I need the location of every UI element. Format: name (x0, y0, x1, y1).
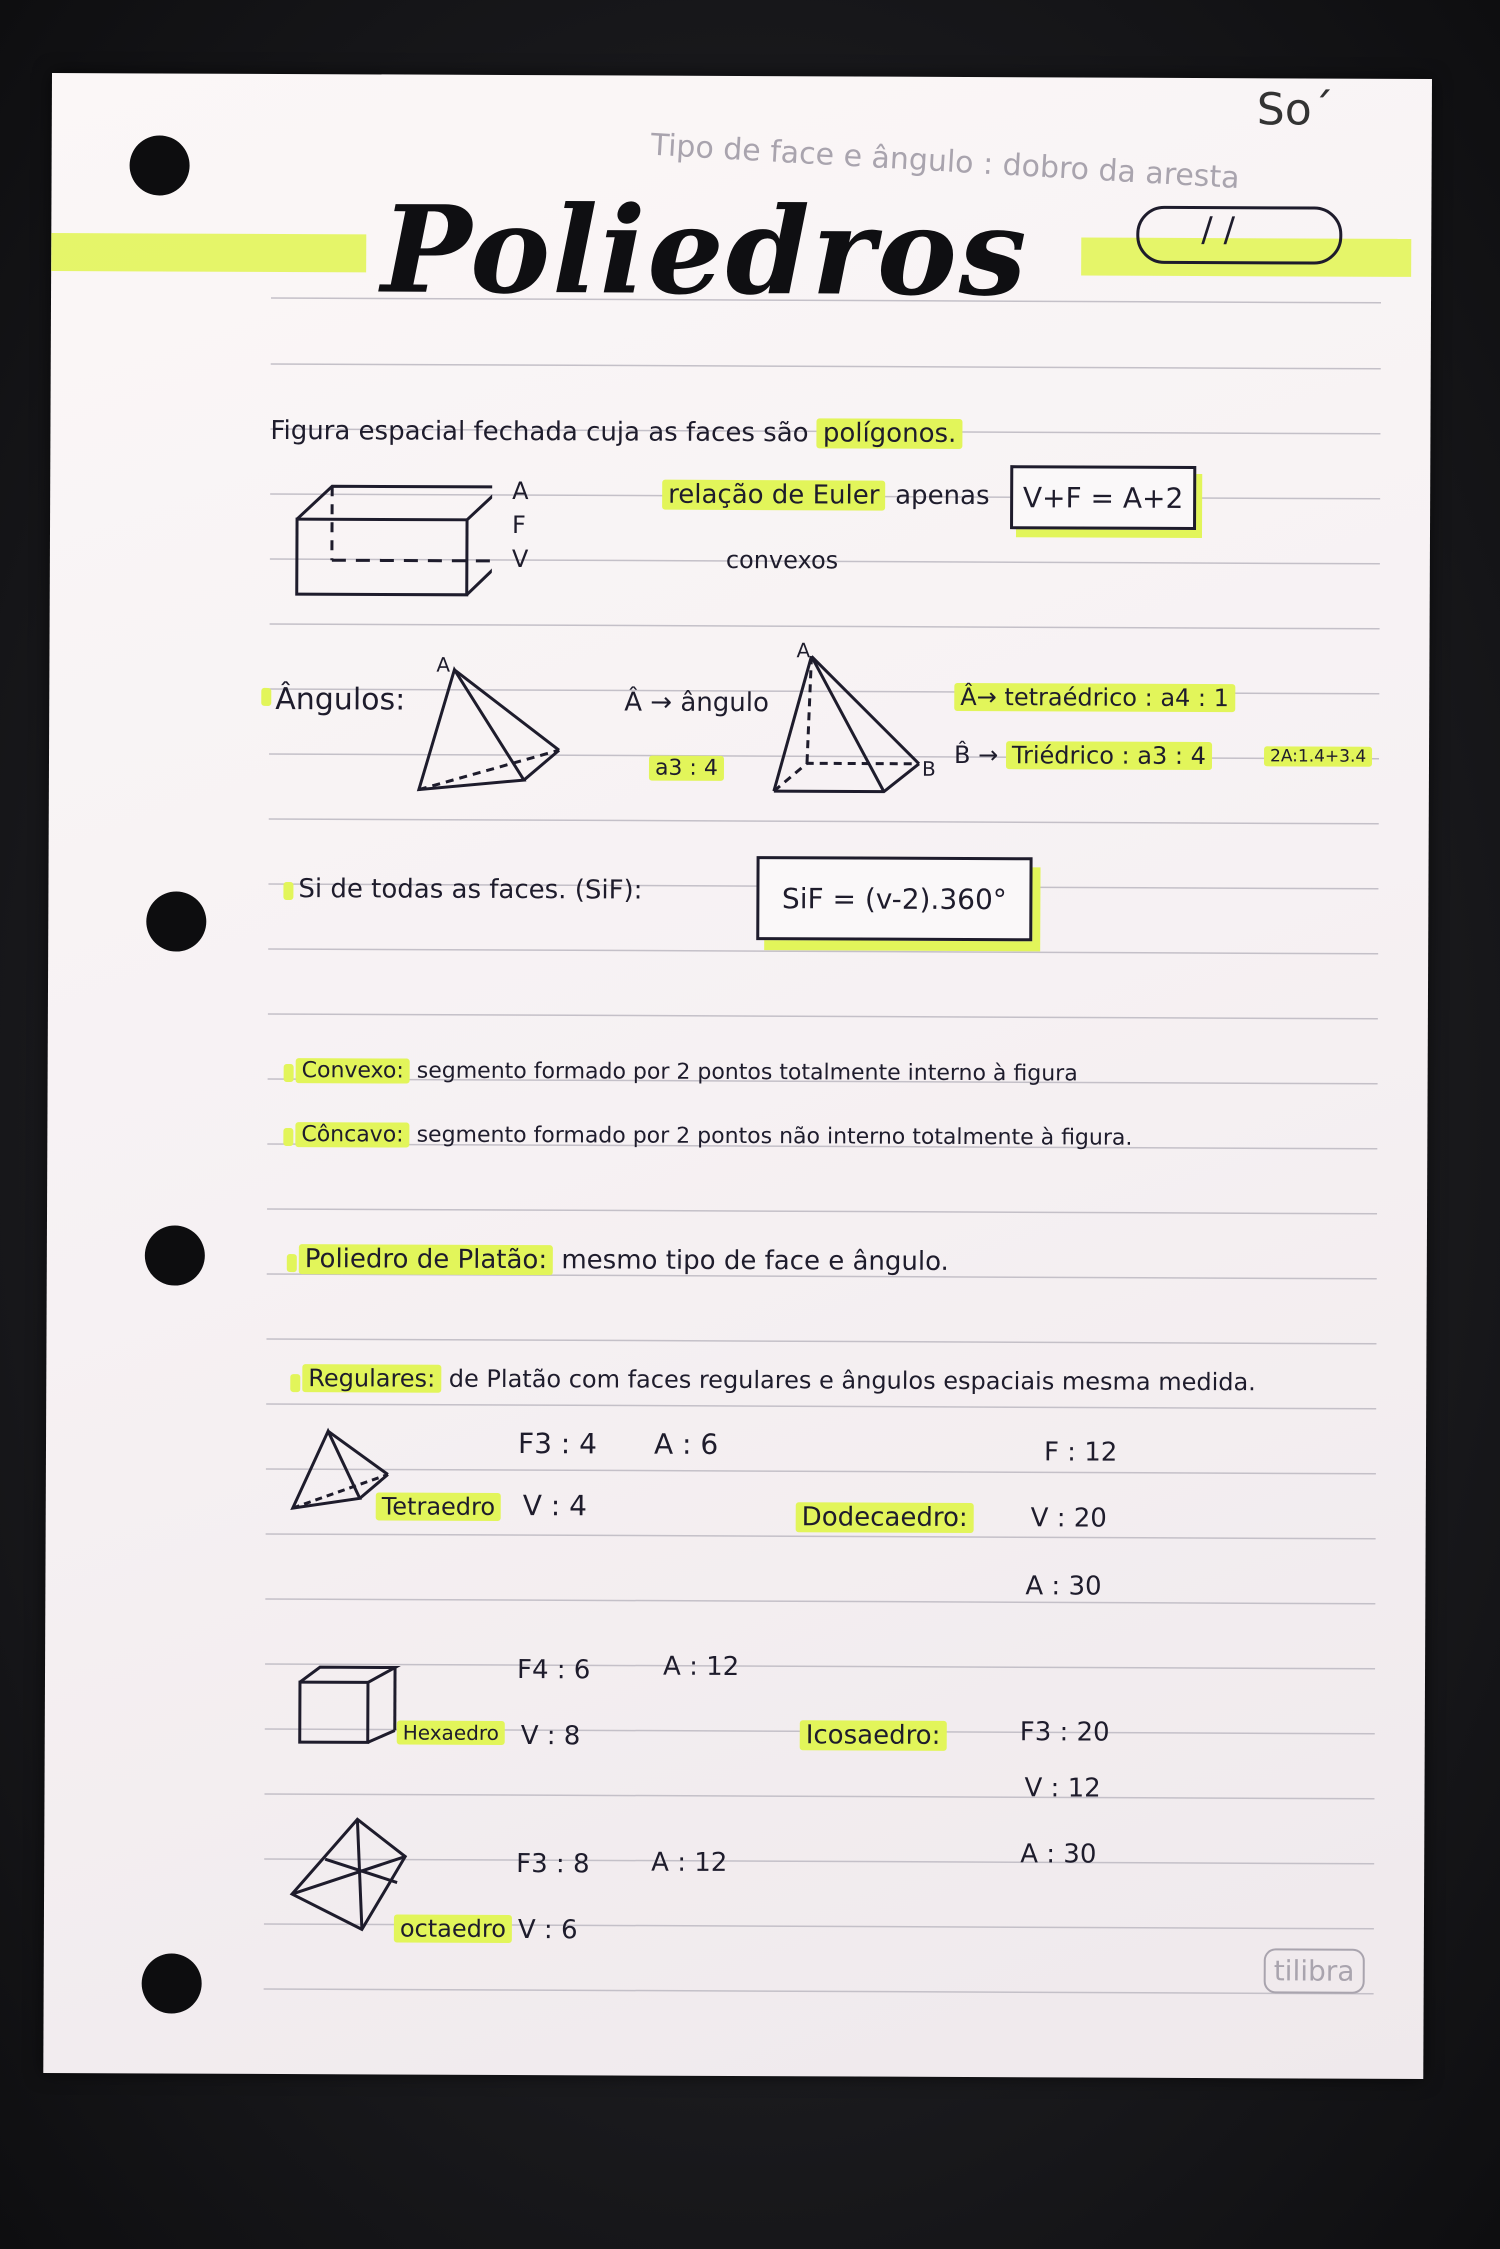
hexaedro-vertices: V : 8 (520, 1721, 581, 1752)
tetraedro-faces: F3 : 4 (517, 1427, 598, 1461)
convexo-text: segmento formado por 2 pontos totalmente interno à figura (416, 1058, 1078, 1087)
convexo-line (296, 1058, 1078, 1086)
octaedro-name: octaedro (394, 1915, 512, 1944)
date-box (1136, 206, 1342, 265)
notebook-page (43, 73, 1432, 2079)
sif-formula: SiF = (v-2).360° (781, 881, 1007, 916)
top-note: Tipo de face e ângulo : dobro da aresta (649, 127, 1241, 196)
icosaedro-faces: F3 : 20 (1019, 1717, 1110, 1748)
regulares-text: de Platão com faces regulares e ângulos espaciais mesma medida. (448, 1364, 1256, 1397)
convexo-label: Convexo: (296, 1058, 410, 1083)
euler-formula: V+F = A+2 (1022, 480, 1184, 515)
tetraedro-vertices: V : 4 (522, 1489, 588, 1523)
sif-formula-box (756, 856, 1032, 941)
tetraedrico-label: Â→ tetraédrico : a4 : 1 (954, 683, 1235, 712)
tetraedro-edges: A : 6 (653, 1427, 719, 1461)
bullet (283, 1128, 293, 1146)
prism-figure (292, 474, 493, 610)
platao-text: mesmo tipo de face e ângulo. (561, 1245, 949, 1277)
corner-note: So´ (1256, 84, 1334, 136)
brand-logo: tilibra (1264, 1948, 1365, 1993)
triedrico-prefix: B̂ → (953, 740, 999, 770)
prism-label-v: V (511, 545, 529, 574)
hexaedro-figure (295, 1662, 405, 1747)
bullet (287, 1254, 297, 1272)
regulares-line (302, 1364, 1256, 1396)
icosaedro-name: Icosaedro: (800, 1720, 947, 1751)
octaedro-vertices: V : 6 (517, 1915, 578, 1946)
angles-heading: Ângulos: (275, 681, 406, 718)
hexaedro-name: Hexaedro (397, 1721, 505, 1745)
binder-hole (146, 891, 206, 951)
binder-hole (142, 1953, 202, 2013)
binder-hole (129, 135, 189, 195)
pyramid2-top-label: A (796, 638, 811, 663)
regulares-label: Regulares: (302, 1364, 441, 1393)
definition-highlight: polígonos. (817, 418, 963, 449)
octaedro-faces: F3 : 8 (516, 1849, 590, 1880)
date-box-text: / / (1201, 210, 1236, 251)
icosaedro-vertices: V : 12 (1024, 1773, 1101, 1804)
pyramid1-label: A (436, 652, 451, 677)
concavo-line (295, 1122, 1132, 1151)
tetraedro-name: Tetraedro (376, 1492, 501, 1521)
hexaedro-edges: A : 12 (662, 1651, 740, 1683)
icosaedro-edges: A : 30 (1020, 1839, 1097, 1870)
hexaedro-faces: F4 : 6 (516, 1655, 591, 1686)
concavo-text: segmento formado por 2 pontos não interno totalmente à figura. (416, 1122, 1133, 1151)
dodecaedro-vertices: V : 20 (1030, 1503, 1107, 1534)
sif-heading: Si de todas as faces. (SiF): (298, 874, 643, 906)
prism-label-f: F (511, 511, 526, 540)
triedrico-text (954, 741, 1212, 770)
definition-text (270, 416, 962, 449)
dodecaedro-name: Dodecaedro: (796, 1502, 974, 1533)
tetra-pyramid-figure (414, 665, 575, 801)
octaedro-edges: A : 12 (651, 1847, 728, 1878)
bullet (261, 688, 271, 706)
euler-suffix: apenas (895, 480, 990, 512)
euler-text: relação de Euler (662, 480, 885, 511)
euler-line2: convexos (725, 545, 839, 575)
bullet (290, 1374, 300, 1392)
bullet (284, 1064, 294, 1082)
tetraedrico-text (954, 683, 1235, 712)
dodecaedro-faces: F : 12 (1043, 1437, 1118, 1468)
pyramid2-b-label: B (921, 756, 936, 781)
platao-label: Poliedro de Platão: (299, 1244, 553, 1275)
euler-formula-box (1010, 465, 1196, 530)
platao-line (299, 1244, 949, 1277)
angle-a3: a3 : 4 (649, 756, 724, 781)
angle-definition: Â → ângulo (624, 687, 769, 719)
angle-equation: 2A:1.4+3.4 (1264, 746, 1372, 766)
triedrico-label: Triédrico : a3 : 4 (1006, 741, 1212, 770)
dodecaedro-edges: A : 30 (1025, 1571, 1102, 1602)
concavo-label: Côncavo: (295, 1122, 409, 1147)
bullet (283, 882, 293, 900)
prism-label-a: A (512, 477, 529, 506)
page-title: Poliedros (380, 179, 1029, 324)
definition-prefix: Figura espacial fechada cuja as faces são (270, 415, 809, 449)
binder-hole (145, 1225, 205, 1285)
